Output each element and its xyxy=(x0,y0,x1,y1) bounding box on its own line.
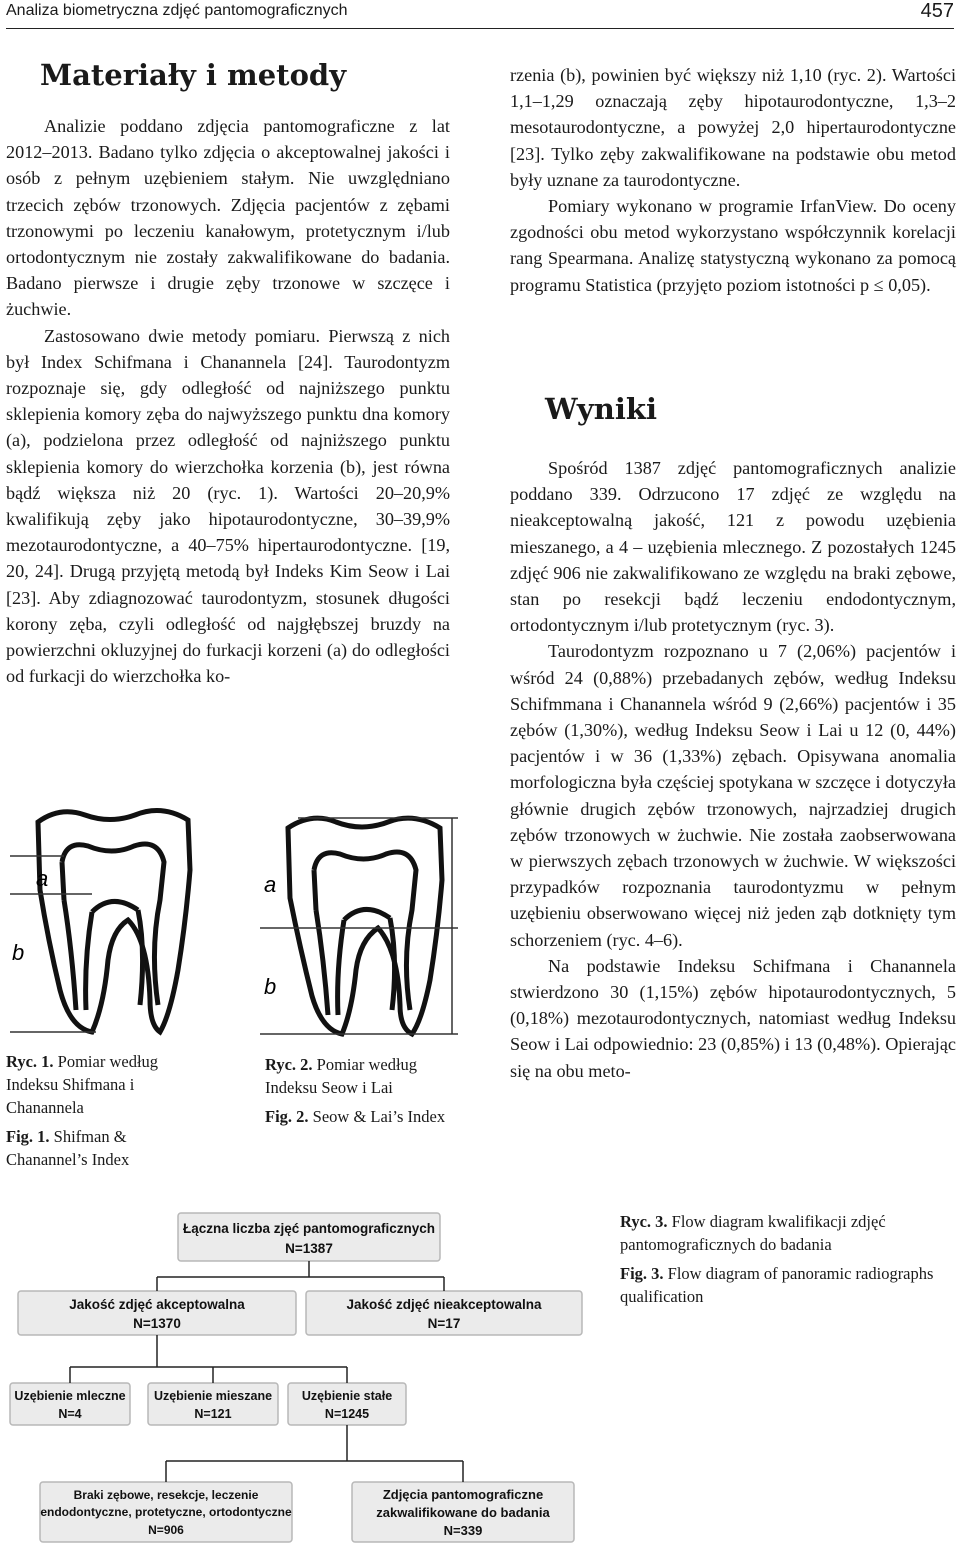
caption-number: Ryc. 2. xyxy=(265,1055,313,1074)
results-paragraph: Spośród 1387 zdjęć pantomograficznych analizie poddano 339. Odrzucono 17 zdjęć ze względu na nieakceptowalną jakość, 121 z powodu uzębienia mieszanego, a 4 – uzębienia mlecznego. Z pozostałych 1245 zdjęć 906 nie zakwalifikowano ze względu na braki zębowe, stan po resekcji bądź leczeniu endodontycznym, ortodontycznym i/lub protetycznym (ryc. 3). xyxy=(510,458,956,636)
caption-number: Ryc. 3. xyxy=(620,1212,668,1231)
methods-text xyxy=(6,113,450,689)
label-b: b xyxy=(264,974,277,999)
methods-paragraph: Zastosowano dwie metody pomiaru. Pierwszą z nich był Index Schifmana i Chanannela [24]. Taurodontyzm rozpoznaje się, gdy odległość od najniższego punktu sklepienia komory zęba do najwyższego punktu dna komory (a), podzielona przez odległość od najniższego punktu sklepienia komory do wierzchołka korzenia (b), jest równa bądź większa niż 20 (ryc. 1). Wartości 20–20,9% kwalifikują zęby jako hipotaurodontyczne, 30–39,9% mezotaurodontyczne, a 40–75% hipertaurodontyczne. [19, 20, 24]. Drugą przyjętą metodą był Indeks Kim Seow i Lai [23]. Aby zdiagnozować taurodontyzm, stosunek długości korony zęba, czyli odległość od najgłębszej bruzdy na powierzchni okluzyjnej do furkacji korzeni (a) do odległości od furkacji do wierzchołka ko- xyxy=(6,325,450,687)
section-title-methods: Materiały i metody xyxy=(40,58,347,92)
box-reject-line2: N=17 xyxy=(427,1316,461,1331)
right-column-text xyxy=(510,62,956,298)
page-number: 457 xyxy=(920,0,954,22)
box-perm-line2: N=1245 xyxy=(324,1407,370,1421)
box-milk-line1: Uzębienie mleczne xyxy=(14,1389,126,1403)
box-qualified-line1: Zdjęcia pantomograficzne xyxy=(382,1487,544,1502)
caption-text: Flow diagram kwalifikacji zdjęć pantomograficznych do badania xyxy=(620,1212,886,1254)
box-qualified-line2: zakwalifikowane do badania xyxy=(376,1505,550,1520)
box-total-line1: Łączna liczba zjęć pantomograficznych xyxy=(182,1221,436,1236)
box-excluded-line2: endodontyczne, protetyczne, ortodontyczne xyxy=(40,1505,292,1519)
section-title-results: Wyniki xyxy=(545,392,657,426)
methods-paragraph: Analizie poddano zdjęcia pantomograficzne z lat 2012–2013. Badano tylko zdjęcia o akceptowalnej jakości i osób z pełnym uzębieniem stałym. Nie uwzględniano trzecich zębów trzonowych. Zdjęcia pacjentów z zębami trzonowymi po leczeniu kanałowym, protetycznym i/lub ortodontycznym nie zostały zakwalifikowane do badania. Badano pierwsze i drugie zęby trzonowe w szczęce i żuchwie. xyxy=(6,116,450,320)
caption-text: Pomiar według Indeksu Shifmana i Chanannela xyxy=(6,1052,159,1117)
box-qualified-line3: N=339 xyxy=(443,1523,483,1538)
right-paragraph: rzenia (b), powinien być większy niż 1,10 (ryc. 2). Wartości 1,1–1,29 oznaczają zęby hipotaurodontyczne, 1,3–2 mesotaurodontyczne, a powyżej 2,0 hipertaurodontyczne [23]. Tylko zęby zakwalifikowane na podstawie obu metod były uznane za taurodontyczne. xyxy=(510,65,956,190)
figure-2-caption xyxy=(265,1053,465,1134)
caption-number: Fig. 1. xyxy=(6,1127,50,1146)
box-excluded-line1: Braki zębowe, resekcje, leczenie xyxy=(73,1488,259,1502)
box-reject-line1: Jakość zdjęć nieakceptowalna xyxy=(346,1297,542,1312)
running-title: Analiza biometryczna zdjęć pantomograficznych xyxy=(6,2,348,19)
box-accept-line2: N=1370 xyxy=(133,1316,181,1331)
caption-text: Shifman & Chanannel’s Index xyxy=(6,1127,130,1169)
caption-number: Ryc. 1. xyxy=(6,1052,54,1071)
caption-text: Seow & Lai’s Index xyxy=(312,1107,446,1126)
figure-1-tooth-diagram xyxy=(0,800,250,1040)
right-paragraph: Pomiary wykonano w programie IrfanView. Do oceny zgodności obu metod wykorzystano współczynnik korelacji rang Spearmana. Analizę statystyczną wykonano za pomocą programu Statistica (przyjęto poziom istotności p ≤ 0,05). xyxy=(510,196,956,295)
box-mixed-line1: Uzębienie mieszane xyxy=(153,1389,273,1403)
box-excluded-line3: N=906 xyxy=(148,1523,184,1537)
figure-1-caption xyxy=(6,1050,206,1177)
box-milk-line2: N=4 xyxy=(58,1407,82,1421)
caption-text: Flow diagram of panoramic radiographs qualification xyxy=(620,1264,934,1306)
figure-2-tooth-diagram xyxy=(250,810,490,1040)
box-perm-line1: Uzębienie stałe xyxy=(301,1389,393,1403)
box-mixed-line2: N=121 xyxy=(194,1407,232,1421)
label-a: a xyxy=(36,866,49,891)
results-paragraph: Na podstawie Indeksu Schifmana i Chanannela stwierdzono 30 (1,15%) zębów hipotaurodontycznych, 5 (0,18%) mezotaurodontycznych, natomiast według Indeksu Seow i Lai odpowiednio: 23 (0,85%) i 13 (0,48%). Opierając się na obu meto- xyxy=(510,955,956,1081)
tooth-outline xyxy=(288,818,442,1034)
caption-text: Pomiar według Indeksu Seow i Lai xyxy=(265,1055,418,1097)
results-paragraph: Taurodontyzm rozpoznano u 7 (2,06%) pacjentów i wśród 24 (0,88%) przebadanych zębów, według Indeksu Schifmmana i Chanannela wśród 9 (2,66%) pacjentów i 35 zębów (1,30%), według Indeksu Seow i Lai u 12 (0, 44%) pacjentów i w 36 (1,33%) zębach. Opisywana anomalia morfologiczna była częściej spotykana w szczęce i dotyczyła głównie drugich zębów trzonowych, najrzadziej drugich zębów trzonowych w żuchwie. Nie została zaobserwowana w pierwszych zębach trzonowych w żuchwie. W większości przypadków rozpoznania taurodontyzmu w pełnym uzębieniu obserwowano więcej niż jeden ząb dotknięty tym schorzeniem (ryc. 4–6). xyxy=(510,641,956,950)
box-accept-line1: Jakość zdjęć akceptowalna xyxy=(69,1297,245,1312)
results-text xyxy=(510,455,956,1084)
box-total-line2: N=1387 xyxy=(285,1241,333,1256)
figure-3-flow-diagram xyxy=(0,1205,600,1550)
caption-number: Fig. 2. xyxy=(265,1107,309,1126)
tooth-outline xyxy=(38,811,190,1032)
figure-3-caption xyxy=(620,1210,950,1314)
running-header xyxy=(6,0,954,29)
caption-number: Fig. 3. xyxy=(620,1264,664,1283)
label-a: a xyxy=(264,872,277,897)
label-b: b xyxy=(12,940,25,965)
